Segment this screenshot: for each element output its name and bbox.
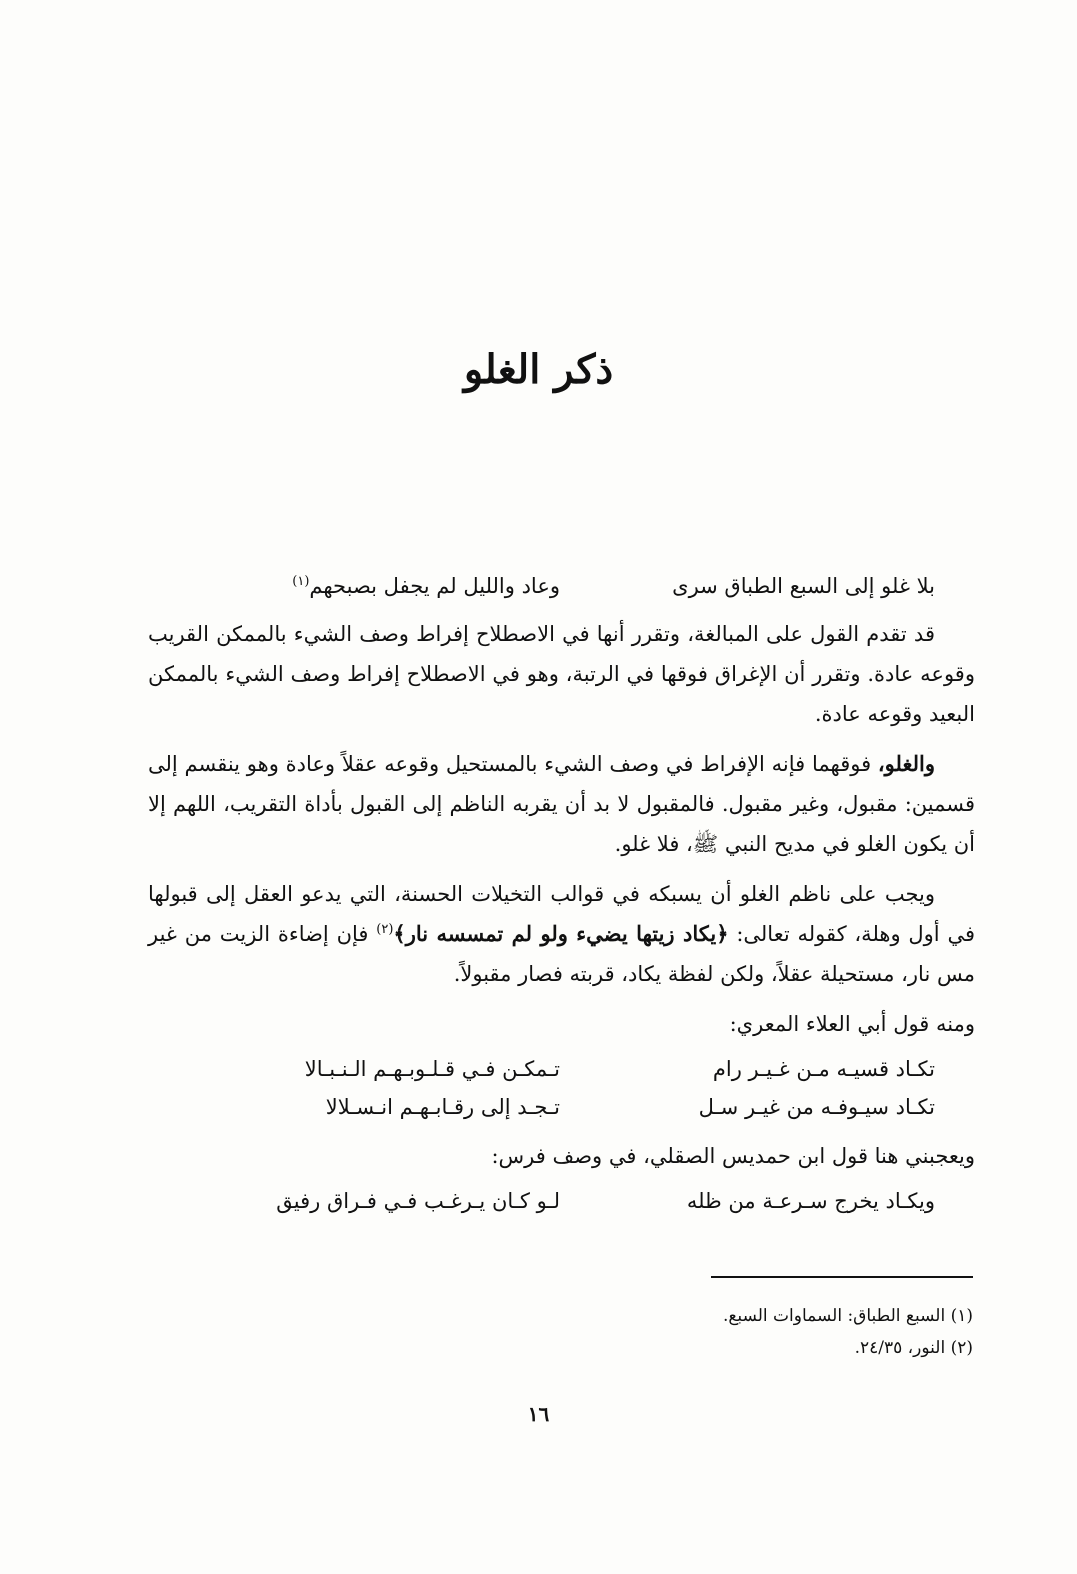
paragraph-text: ويجب على ناظم الغلو أن يسبكه في قوالب التخيلات الحسنة، التي يدعو العقل إلى قبولها في أول وهلة، كقوله تعالى: <box>148 882 975 946</box>
poem-maarri <box>148 1050 975 1126</box>
poem-verse <box>148 1182 975 1220</box>
poem-verse <box>148 1050 975 1088</box>
paragraph-text: فإن إضاءة الزيت من غير مس نار، مستحيلة عقلاً، ولكن لفظة يكاد، قربته فصار مقبولاً. <box>148 922 975 986</box>
verse-hemistich-text: وعاد والليل لم يجفل بصبحهم <box>309 574 560 598</box>
quran-quote: ﴿يكاد زيتها يضيء ولو لم تمسسه نار﴾ <box>393 921 729 946</box>
verse-hemistich: ويكـاد يخرج سـرعـة من ظله <box>686 1189 935 1213</box>
footnote-item: (٢) النور، ٢٤/٣٥. <box>854 1338 973 1358</box>
footnote-marker: (١) <box>292 574 310 589</box>
paragraph-body: فوقهما فإنه الإفراط في وصف الشيء بالمستحيل وقوعه عقلاً وعادة وهو ينقسم إلى قسمين: مقبول، وغير مقبول. فالمقبول لا بد أن يقربه الناظم إلى القبول بأداة التقريب، اللهم إلا أن يكون الغلو في مديح النبي ﷺ، فلا غلو. <box>148 752 975 856</box>
opening-verse <box>148 566 975 606</box>
chapter-title: ذكر الغلو <box>463 346 614 393</box>
footnote-divider <box>711 1276 973 1278</box>
paragraph-ghuluw-definition <box>148 744 975 864</box>
verse-hemistich: تكـاد قسيـه مـن غـيـر رام <box>712 1057 935 1081</box>
paragraph-ghuluw-crafting <box>148 874 975 994</box>
verse-hemistich: تـمكـن فـي قـلـوبـهـم الـنـبـالا <box>304 1057 560 1081</box>
page-number: ١٦ <box>527 1402 550 1426</box>
verse-hemistich <box>190 566 560 606</box>
paragraph-mubalagha: قد تقدم القول على المبالغة، وتقرر أنها في الاصطلاح إفراط وصف الشيء بالممكن القريب وقوعه عادة. وتقرر أن الإغراق فوقها في الرتبة، وهو في الاصطلاح إفراط وصف الشيء بالممكن البعيد وقوعه عادة. <box>148 622 975 726</box>
footnote-item: (١) السبع الطباق: السماوات السبع. <box>722 1306 973 1326</box>
paragraph-lead-word: والغلو، <box>877 751 935 776</box>
poem-verse <box>148 1088 975 1126</box>
verse-hemistich: تـجـد إلى رقـابـهـم انـسـلالا <box>325 1095 560 1119</box>
poem-intro: ويعجبني هنا قول ابن حمديس الصقلي، في وصف فرس: <box>491 1144 975 1168</box>
poem-intro: ومنه قول أبي العلاء المعري: <box>729 1012 975 1036</box>
verse-hemistich: تكـاد سيـوفـه من غيـر سـل <box>698 1095 935 1119</box>
verse-hemistich: بلا غلو إلى السبع الطباق سرى <box>672 574 935 598</box>
main-text <box>148 560 975 1230</box>
verse-hemistich: لـو كـان يـرغـب فـي فـراق رفيق <box>276 1189 560 1213</box>
footnote-marker: (٢) <box>376 922 394 937</box>
footnotes <box>373 1300 973 1364</box>
poem-hamdis <box>148 1182 975 1220</box>
